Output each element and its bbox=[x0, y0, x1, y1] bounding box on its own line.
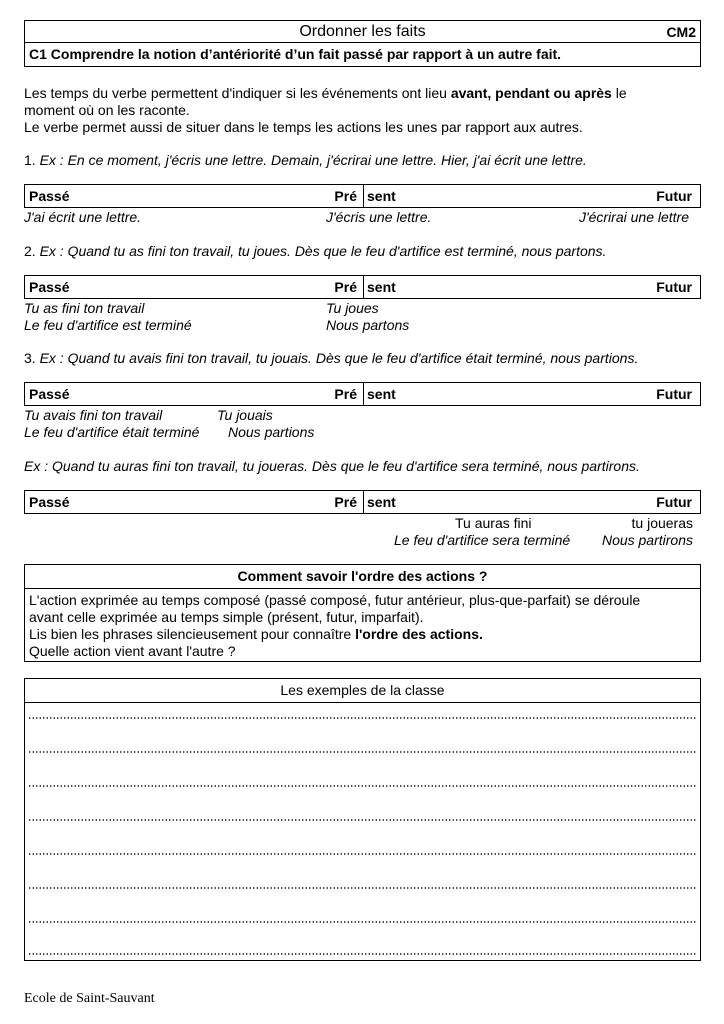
writing-line bbox=[28, 953, 696, 955]
rule-line-3-text: Lis bien les phrases silencieusement pour connaître bbox=[29, 626, 356, 642]
timeline-3 bbox=[24, 382, 701, 406]
school-footer: Ecole de Saint-Sauvant bbox=[24, 991, 155, 1006]
example-2-row-2-present: Nous partons bbox=[326, 317, 410, 333]
timeline-future-label: Futur bbox=[656, 386, 692, 402]
example-2-row-1-past: Tu as fini ton travail bbox=[24, 300, 145, 316]
timeline-future-label: Futur bbox=[656, 279, 692, 295]
level-label: CM2 bbox=[666, 24, 696, 40]
intro-line-1 bbox=[24, 85, 627, 102]
page-title: Ordonner les faits bbox=[299, 23, 426, 40]
example-1-past: J'ai écrit une lettre. bbox=[24, 209, 142, 225]
timeline-past-label: Passé bbox=[29, 279, 70, 295]
example-3-row-2-b: Nous partions bbox=[228, 424, 315, 440]
objective-bar bbox=[24, 42, 701, 67]
example-2-text: Ex : Quand tu as fini ton travail, tu joues. Dès que le feu d'artifice est terminé, nous partons. bbox=[39, 243, 607, 259]
writing-line bbox=[28, 887, 696, 889]
rule-line-1: L'action exprimée au temps composé (passé composé, futur antérieur, plus-que-parfait) se déroule bbox=[29, 592, 641, 608]
timeline-present-label-a: Pré bbox=[334, 188, 357, 204]
example-4-sentence: Ex : Quand tu auras fini ton travail, tu joueras. Dès que le feu d'artifice sera terminé, nous partirons. bbox=[24, 458, 640, 474]
example-4-row-1-a: Tu auras fini bbox=[455, 515, 532, 531]
rule-line-2: avant celle exprimée au temps simple (présent, futur, imparfait). bbox=[29, 609, 424, 625]
timeline-future-label: Futur bbox=[656, 494, 692, 510]
example-3-row-2-a: Le feu d'artifice était terminé bbox=[24, 424, 200, 440]
timeline-past-label: Passé bbox=[29, 494, 70, 510]
rule-box-body bbox=[29, 592, 697, 660]
rule-line-3 bbox=[29, 626, 697, 643]
timeline-present-label-a: Pré bbox=[334, 279, 357, 295]
example-4-row-2-b: Nous partirons bbox=[601, 532, 693, 548]
example-3-row-1-a: Tu avais fini ton travail bbox=[24, 407, 163, 423]
intro-line-2: moment où on les raconte. bbox=[24, 102, 190, 118]
writing-line bbox=[28, 717, 696, 719]
timeline-present-label-a: Pré bbox=[334, 494, 357, 510]
writing-line bbox=[28, 853, 696, 855]
example-3-number: 3. bbox=[24, 350, 40, 366]
timeline-present-label-b: sent bbox=[367, 494, 396, 510]
rule-box-title: Comment savoir l'ordre des actions ? bbox=[25, 565, 700, 589]
example-3-text: Ex : Quand tu avais fini ton travail, tu jouais. Dès que le feu d'artifice était terminé, nous partions. bbox=[39, 350, 639, 366]
example-1-number: 1. bbox=[24, 152, 40, 168]
timeline-past-label: Passé bbox=[29, 386, 70, 402]
writing-line bbox=[28, 921, 696, 923]
timeline-past-label: Passé bbox=[29, 188, 70, 204]
timeline-4 bbox=[24, 490, 701, 514]
example-3-row-1-b: Tu jouais bbox=[217, 407, 273, 423]
timeline-present-label-a: Pré bbox=[334, 386, 357, 402]
example-1-present: J'écris une lettre. bbox=[326, 209, 432, 225]
writing-line bbox=[28, 785, 696, 787]
timeline-present-label-b: sent bbox=[367, 279, 396, 295]
example-1-text: Ex : En ce moment, j'écris une lettre. Demain, j'écrirai une lettre. Hier, j'ai écrit une lettre. bbox=[39, 152, 587, 168]
example-2-row-2-past: Le feu d'artifice est terminé bbox=[24, 317, 192, 333]
timeline-divider bbox=[363, 382, 364, 406]
intro-line-1-end: le bbox=[611, 85, 627, 101]
example-2-row-1-present: Tu joues bbox=[326, 300, 379, 316]
example-4-row-2-a: Le feu d'artifice sera terminé bbox=[394, 532, 571, 548]
example-1-future: J'écrirai une lettre bbox=[578, 209, 689, 225]
writing-line bbox=[28, 819, 696, 821]
example-1-sentence bbox=[24, 152, 587, 169]
timeline-divider bbox=[363, 275, 364, 299]
writing-line bbox=[28, 751, 696, 753]
rule-line-3-bold: l'ordre des actions. bbox=[355, 626, 483, 642]
title-bar bbox=[24, 20, 701, 43]
objective-text: C1 Comprendre la notion d’antériorité d’un fait passé par rapport à un autre fait. bbox=[29, 46, 562, 62]
class-examples-title: Les exemples de la classe bbox=[25, 679, 700, 703]
timeline-future-label: Futur bbox=[656, 188, 692, 204]
rule-box bbox=[24, 564, 701, 662]
intro-line-3: Le verbe permet aussi de situer dans le temps les actions les unes par rapport aux autres. bbox=[24, 119, 583, 135]
example-2-sentence bbox=[24, 243, 606, 260]
intro-line-1-text: Les temps du verbe permettent d'indiquer si les événements ont lieu bbox=[24, 85, 451, 101]
timeline-1 bbox=[24, 184, 701, 208]
class-examples-box bbox=[24, 678, 701, 961]
example-4-row-1-b: tu joueras bbox=[631, 515, 693, 531]
example-2-number: 2. bbox=[24, 243, 40, 259]
timeline-2 bbox=[24, 275, 701, 299]
timeline-divider bbox=[363, 184, 364, 208]
example-3-sentence bbox=[24, 350, 638, 367]
timeline-divider bbox=[363, 490, 364, 514]
timeline-present-label-b: sent bbox=[367, 188, 396, 204]
rule-line-4: Quelle action vient avant l'autre ? bbox=[29, 643, 236, 659]
intro-line-1-bold: avant, pendant ou après bbox=[450, 85, 612, 101]
timeline-present-label-b: sent bbox=[367, 386, 396, 402]
